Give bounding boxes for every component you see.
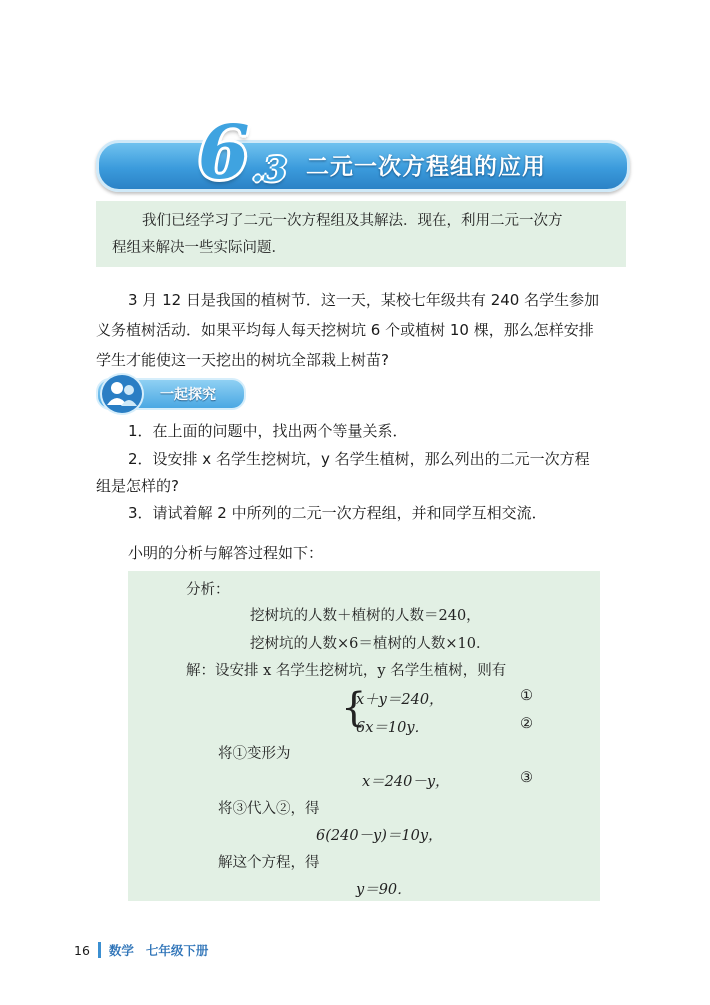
page-footer [74, 941, 208, 959]
relation-1: 挖树坑的人数＋植树的人数＝240， [250, 608, 481, 624]
page-number: 16 [74, 942, 90, 958]
analysis-label: 分析： [186, 582, 230, 598]
step-3: 解这个方程，得 [218, 855, 320, 871]
question-3: 3．请试着解 2 中所列的二元一次方程组，并和同学互相交流． [128, 504, 547, 522]
equation-5: y＝90． [356, 882, 412, 898]
explore-label: 一起探究 [160, 387, 216, 403]
equation-1-marker: ① [520, 688, 533, 704]
question-2-line-2: 组是怎样的? [96, 477, 179, 495]
equation-4: 6(240－y)＝10y， [316, 828, 443, 844]
footer-book: 七年级下册 [145, 943, 209, 958]
problem-line-2: 义务植树活动．如果平均每人每天挖树坑 6 个或植树 10 棵，那么怎样安排 [96, 321, 594, 339]
step-2: 将③代入②，得 [218, 801, 320, 817]
footer-divider [98, 942, 101, 958]
question-1: 1．在上面的问题中，找出两个等量关系． [128, 422, 408, 440]
equation-2-marker: ② [520, 716, 533, 732]
equation-1: x＋y＝240， [356, 692, 444, 708]
step-1: 将①变形为 [218, 746, 291, 762]
xiaoming-intro: 小明的分析与解答过程如下： [128, 544, 324, 562]
intro-box [96, 201, 626, 267]
section-number-minor: .3 [251, 150, 287, 190]
equation-3: x＝240－y， [362, 774, 450, 790]
intro-line-2: 程组来解决一些实际问题． [112, 240, 286, 256]
problem-line-3: 学生才能使这一天挖出的树坑全部栽上树苗? [96, 351, 389, 369]
intro-line-1: 我们已经学习了二元一次方程组及其解法．现在，利用二元一次方 [142, 213, 563, 229]
equation-3-marker: ③ [520, 770, 533, 786]
equation-2: 6x＝10y． [356, 720, 430, 736]
section-number-major: 6 [198, 110, 250, 196]
footer-subject: 数学 [108, 943, 134, 958]
section-number [198, 110, 287, 196]
section-title: 二元一次方程组的应用 [306, 154, 546, 180]
solve-intro: 解：设安排 x 名学生挖树坑，y 名学生植树，则有 [186, 663, 507, 679]
problem-line-1: 3 月 12 日是我国的植树节．这一天，某校七年级共有 240 名学生参加 [128, 291, 600, 309]
relation-2: 挖树坑的人数×6＝植树的人数×10． [250, 636, 491, 652]
people-icon [100, 373, 144, 415]
question-2-line-1: 2．设安排 x 名学生挖树坑，y 名学生植树，那么列出的二元一次方程 [128, 450, 590, 468]
equation-brace: { [341, 685, 367, 731]
